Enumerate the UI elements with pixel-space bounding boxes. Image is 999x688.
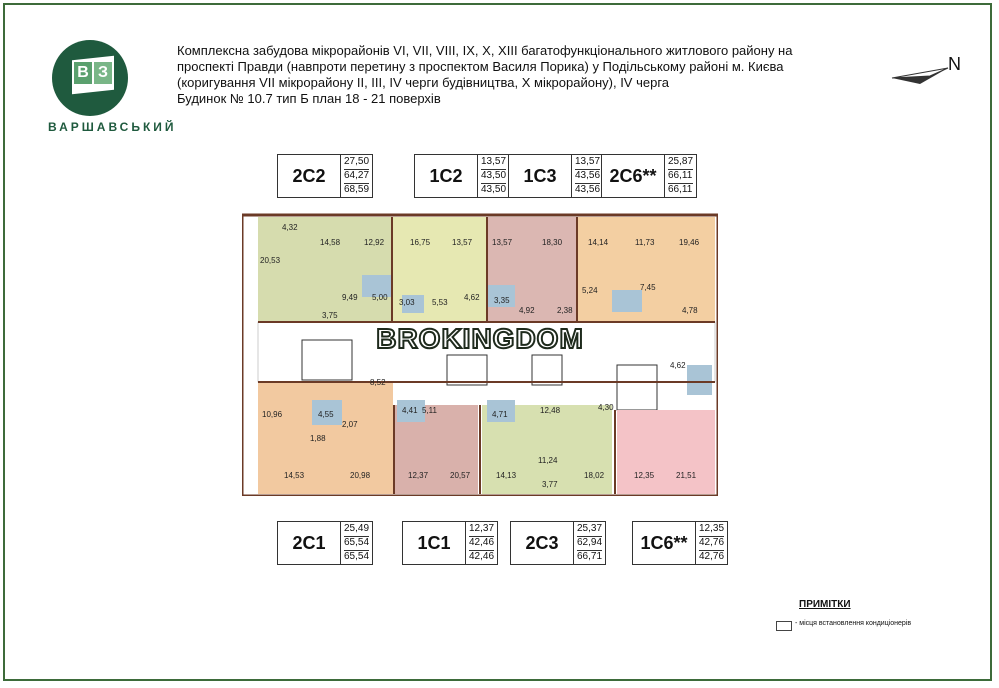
room-area: 4,78 xyxy=(682,306,698,315)
room-area: 5,53 xyxy=(432,298,448,307)
room-area: 12,92 xyxy=(364,238,385,247)
total-area-with-balcony: 66,71 xyxy=(577,551,603,563)
room-area: 20,53 xyxy=(260,256,281,265)
header-line-2: проспекті Правди (навпроти перетину з проспектом Василя Порика) у Подільському районі м. Києва xyxy=(177,59,784,74)
living-area: 25,49 xyxy=(344,522,370,534)
room-area: 2,07 xyxy=(342,420,358,429)
room-area: 13,57 xyxy=(492,238,513,247)
north-label: N xyxy=(948,54,961,74)
room-area: 18,30 xyxy=(542,238,563,247)
room-area: 4,41 xyxy=(402,406,418,415)
total-area-with-balcony: 68,59 xyxy=(344,184,370,196)
total-area-with-balcony: 42,76 xyxy=(699,551,725,563)
apartment-code: 1С1 xyxy=(417,532,451,553)
room-area: 14,14 xyxy=(588,238,609,247)
total-area: 43,56 xyxy=(575,169,601,181)
room-area: 10,96 xyxy=(262,410,283,419)
room-area: 11,24 xyxy=(538,456,558,465)
apartment-areas xyxy=(695,522,727,564)
room-area: 13,57 xyxy=(452,238,473,247)
elevator-2 xyxy=(532,355,562,385)
living-area: 12,35 xyxy=(699,522,725,534)
bathroom xyxy=(687,365,712,395)
total-area-with-balcony: 42,46 xyxy=(469,551,495,563)
apartment-tag-1c6 xyxy=(632,521,728,565)
room-area: 16,75 xyxy=(410,238,431,247)
living-area: 12,37 xyxy=(469,522,495,534)
room-area: 4,71 xyxy=(492,410,508,419)
apartment-code: 1С2 xyxy=(429,165,463,186)
apartment-areas xyxy=(477,155,509,197)
bathroom xyxy=(612,290,642,312)
room-area: 4,30 xyxy=(598,403,614,412)
apartment-areas xyxy=(573,522,605,564)
total-area: 66,11 xyxy=(668,169,693,181)
living-area: 25,87 xyxy=(668,155,694,167)
room-area: 8,52 xyxy=(370,378,386,387)
apartment-areas xyxy=(571,155,603,197)
room-area: 14,53 xyxy=(284,471,305,480)
apartment-1c6-fill xyxy=(617,410,715,494)
logo-wordmark: ВАРШАВСЬКИЙ xyxy=(48,120,177,134)
room-area: 20,57 xyxy=(450,471,471,480)
room-area: 12,35 xyxy=(634,471,655,480)
living-area: 27,50 xyxy=(344,155,370,167)
room-area: 4,62 xyxy=(464,293,480,302)
room-area: 18,02 xyxy=(584,471,605,480)
apartment-code: 2С2 xyxy=(292,165,326,186)
apartment-code: 2С1 xyxy=(292,532,326,553)
apartment-tag-2c1 xyxy=(277,521,373,565)
total-area: 43,50 xyxy=(481,169,507,181)
apartment-code: 1С6** xyxy=(640,532,688,553)
room-area: 1,88 xyxy=(310,434,326,443)
brokingdom-watermark: BROKINGDOM xyxy=(376,323,584,354)
living-area: 25,37 xyxy=(577,522,603,534)
room-area: 2,38 xyxy=(557,306,573,315)
total-area: 62,94 xyxy=(577,536,603,548)
room-area: 12,37 xyxy=(408,471,429,480)
room-area: 14,58 xyxy=(320,238,341,247)
room-area: 11,73 xyxy=(635,238,655,247)
apartment-code: 2С3 xyxy=(525,532,559,553)
room-area: 3,75 xyxy=(322,311,338,320)
room-area: 14,13 xyxy=(496,471,517,480)
header-line-1: Комплексна забудова мікрорайонів VI, VII, VIII, IX, X, XIII багатофункціонального житлового району на xyxy=(177,43,793,58)
ac-location-swatch xyxy=(776,621,792,631)
apartment-tag-1c1 xyxy=(402,521,498,565)
total-area: 65,54 xyxy=(344,536,370,548)
header-line-4: Будинок № 10.7 тип Б план 18 - 21 поверхів xyxy=(177,91,441,106)
room-area: 4,32 xyxy=(282,223,298,232)
room-area: 21,51 xyxy=(676,471,697,480)
apartment-tag-2c2 xyxy=(277,154,373,198)
staircase-left xyxy=(302,340,352,380)
room-area: 12,48 xyxy=(540,406,561,415)
apartment-code: 1С3 xyxy=(523,165,557,186)
total-area: 42,46 xyxy=(469,536,495,548)
room-area: 4,62 xyxy=(670,361,686,370)
header-line-3: (коригування VII мікрорайону II, III, IV черги будівництва, X мікрорайону), IV черга xyxy=(177,75,670,90)
living-area: 13,57 xyxy=(481,155,507,167)
apartment-2c2-fill xyxy=(258,217,392,322)
logo-letter-z: З xyxy=(94,62,112,84)
room-area: 3,35 xyxy=(494,296,510,305)
project-header xyxy=(177,43,877,107)
room-area: 19,46 xyxy=(679,238,700,247)
total-area: 42,76 xyxy=(699,536,725,548)
room-area: 5,00 xyxy=(372,293,388,302)
room-area: 5,24 xyxy=(582,286,598,295)
apartment-code: 2С6** xyxy=(609,165,657,186)
room-area: 7,45 xyxy=(640,283,656,292)
apartment-areas xyxy=(465,522,497,564)
total-area-with-balcony: 43,56 xyxy=(575,184,601,196)
room-area: 20,98 xyxy=(350,471,371,480)
legend-item: - місця встановлення кондиціонерів xyxy=(795,620,912,627)
apartment-areas xyxy=(340,155,372,197)
apartment-tag-1c3 xyxy=(508,154,604,198)
apartment-areas xyxy=(340,522,372,564)
logo-letter-b: В xyxy=(74,62,92,84)
room-area: 3,03 xyxy=(399,298,415,307)
apartment-tag-1c2 xyxy=(414,154,510,198)
total-area: 64,27 xyxy=(344,169,370,181)
legend-title: ПРИМІТКИ xyxy=(799,599,851,610)
room-area: 9,49 xyxy=(342,293,358,302)
room-area: 5,11 xyxy=(422,406,437,415)
total-area-with-balcony: 66,11 xyxy=(668,184,693,196)
apartment-tag-2c6 xyxy=(601,154,697,198)
total-area-with-balcony: 43,50 xyxy=(481,184,507,196)
elevator-1 xyxy=(447,355,487,385)
floor-plan xyxy=(242,205,718,496)
room-area: 4,92 xyxy=(519,306,535,315)
room-area: 3,77 xyxy=(542,480,558,489)
living-area: 13,57 xyxy=(575,155,601,167)
staircase-right xyxy=(617,365,657,410)
apartment-tag-2c3 xyxy=(510,521,606,565)
room-area: 4,55 xyxy=(318,410,334,419)
total-area-with-balcony: 65,54 xyxy=(344,551,370,563)
apartment-areas xyxy=(664,155,696,197)
